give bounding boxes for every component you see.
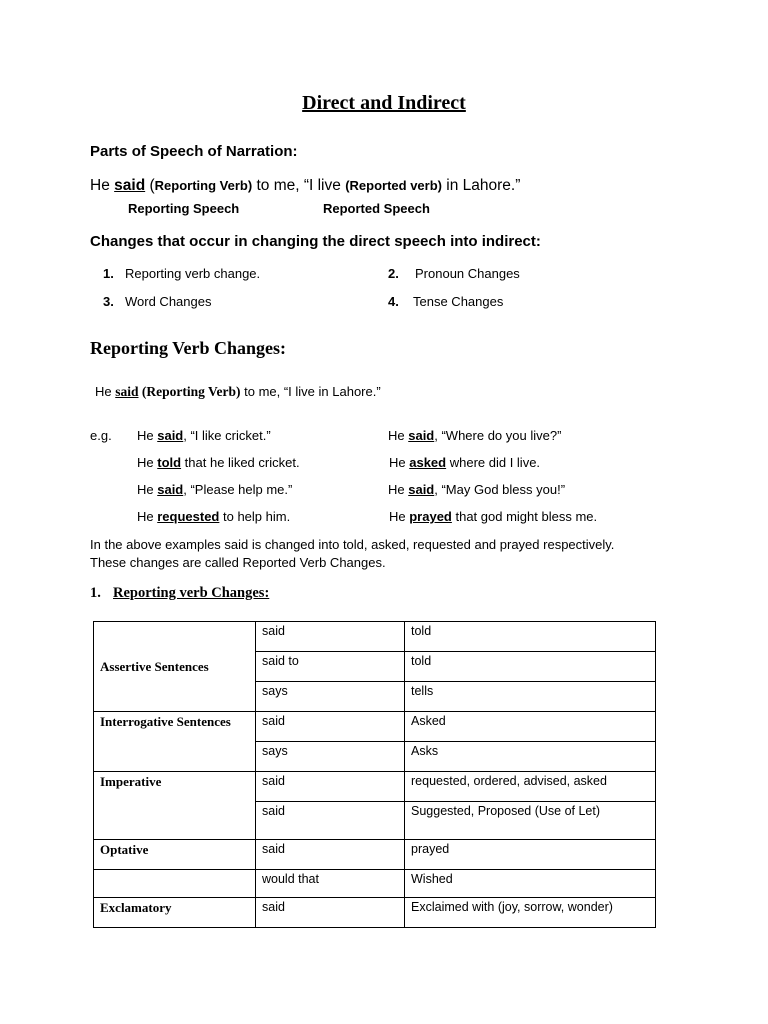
example-line: He said, “May God bless you!” — [388, 482, 566, 497]
verb-cell: said — [256, 898, 405, 928]
reported-cell: tells — [405, 682, 656, 712]
rvc-example — [95, 384, 381, 400]
table-heading-label: Reporting verb Changes: — [113, 585, 270, 601]
change-label: Pronoun Changes — [415, 266, 520, 281]
explanation-line: These changes are called Reported Verb Changes. — [90, 555, 386, 570]
table-row — [94, 622, 656, 652]
example-to-me: to me, “I live — [252, 177, 346, 194]
example-line: He said, “Please help me.” — [137, 482, 293, 497]
verb-cell: said — [256, 772, 405, 802]
changes-heading: Changes that occur in changing the direct speech into indirect: — [90, 233, 541, 250]
explanation-line: In the above examples said is changed into told, asked, requested and prayed respectively. — [90, 537, 615, 552]
category-cell: Assertive Sentences — [94, 622, 256, 712]
reported-cell: Asks — [405, 742, 656, 772]
rvc-he: He — [95, 384, 116, 399]
table-heading — [90, 585, 269, 602]
verb-cell: says — [256, 742, 405, 772]
reported-cell: Exclaimed with (joy, sorrow, wonder) — [405, 898, 656, 928]
example-line: He said, “I like cricket.” — [137, 428, 271, 443]
verb-cell: would that — [256, 870, 405, 898]
reported-cell: Asked — [405, 712, 656, 742]
verb-cell: said — [256, 840, 405, 870]
category-cell-empty — [94, 870, 256, 898]
category-cell: Interrogative Sentences — [94, 712, 256, 772]
rvc-heading: Reporting Verb Changes: — [90, 338, 287, 358]
example-said: said — [114, 177, 146, 194]
reporting-verb-table — [93, 621, 656, 928]
rvc-rv: (Reporting Verb) — [138, 384, 241, 399]
change-label: Reporting verb change. — [125, 266, 261, 281]
example-line: He requested to help him. — [137, 509, 291, 524]
verb-cell: said — [256, 802, 405, 840]
reported-cell: told — [405, 652, 656, 682]
verb-cell: said — [256, 622, 405, 652]
page-title: Direct and Indirect — [302, 92, 466, 114]
reported-cell: prayed — [405, 840, 656, 870]
example-rv-label: Reporting Verb) — [154, 178, 253, 193]
change-num: 2. — [388, 266, 399, 281]
category-cell: Optative — [94, 840, 256, 870]
table-row — [94, 870, 656, 898]
change-item — [388, 294, 503, 309]
change-label: Tense Changes — [413, 294, 504, 309]
reported-cell: Wished — [405, 870, 656, 898]
eg-label: e.g. — [90, 428, 112, 443]
table-row — [94, 840, 656, 870]
table-row — [94, 898, 656, 928]
example-in-lahore: in Lahore.” — [441, 177, 521, 194]
change-label: Word Changes — [125, 294, 212, 309]
parts-heading: Parts of Speech of Narration: — [90, 143, 298, 160]
verb-cell: says — [256, 682, 405, 712]
verb-cell: said to — [256, 652, 405, 682]
example-line: He prayed that god might bless me. — [389, 509, 598, 524]
reported-speech-label: Reported Speech — [323, 201, 430, 216]
table-row — [94, 772, 656, 802]
category-cell: Imperative — [94, 772, 256, 840]
reported-cell: told — [405, 622, 656, 652]
rvc-said: said — [115, 384, 139, 399]
change-num: 3. — [103, 294, 114, 309]
verb-cell: said — [256, 712, 405, 742]
category-cell: Exclamatory — [94, 898, 256, 928]
change-item — [103, 266, 260, 281]
example-line: He said, “Where do you live?” — [388, 428, 562, 443]
example-rv-open: ( — [149, 177, 155, 194]
reported-cell: requested, ordered, advised, asked — [405, 772, 656, 802]
change-num: 4. — [388, 294, 399, 309]
reported-cell: Suggested, Proposed (Use of Let) — [405, 802, 656, 840]
example-rpv-label: (Reported verb) — [345, 178, 442, 193]
change-item — [388, 266, 520, 281]
example-line: He told that he liked cricket. — [137, 455, 300, 470]
reporting-speech-label: Reporting Speech — [128, 201, 240, 216]
rvc-rest: to me, “I live in Lahore.” — [240, 384, 381, 399]
table-row — [94, 712, 656, 742]
table-heading-num: 1. — [90, 585, 101, 601]
change-num: 1. — [103, 266, 114, 281]
example-line: He asked where did I live. — [389, 455, 541, 470]
example-sentence — [90, 177, 520, 195]
example-he: He — [90, 177, 110, 194]
change-item — [103, 294, 211, 309]
